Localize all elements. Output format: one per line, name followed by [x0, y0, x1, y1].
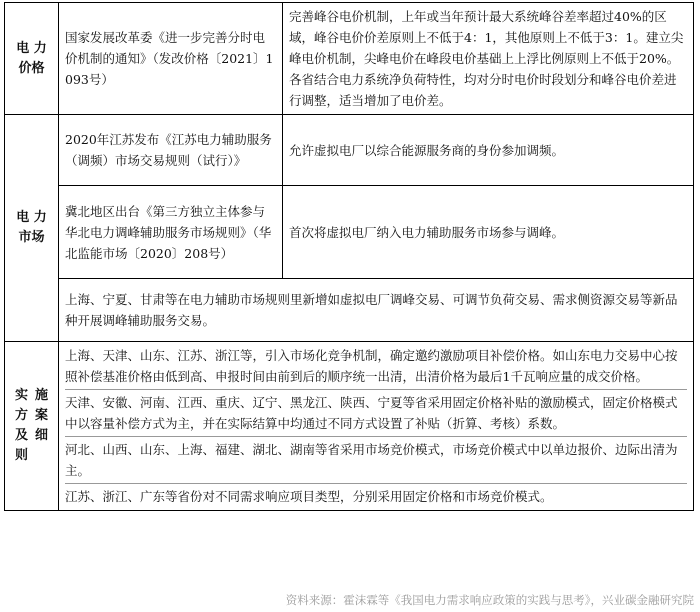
category-price: [5, 3, 59, 115]
effect-cell: [283, 3, 694, 115]
implementation-entry: 上海、天津、山东、江苏、浙江等，引入市场化竞争机制，确定邀约激励项目补偿价格。如山东电力交易中心按照补偿基准价格由低到高、申报时间由前到后的顺序统一出清，出清价格为最后1千瓦响应量的成交价格。: [65, 348, 678, 384]
implementation-cell: [59, 342, 694, 511]
market-summary-text: 上海、宁夏、甘肃等在电力辅助市场规则里新增如虚拟电厂调峰交易、可调节负荷交易、需求侧资源交易等新品种开展调峰辅助服务交易。: [65, 292, 678, 328]
effect-cell: [283, 186, 694, 279]
policy-text: 冀北地区出台《第三方独立主体参与华北电力调峰辅助服务市场规则》（华北监能市场〔2020〕208号）: [65, 203, 272, 261]
effect-text: 首次将虚拟电厂纳入电力辅助服务市场参与调峰。: [289, 224, 565, 240]
category-label: 电 力 价格: [16, 40, 47, 76]
category-market: [5, 115, 59, 342]
table-row: [5, 342, 694, 511]
implementation-entry: 江苏、浙江、广东等省份对不同需求响应项目类型，分别采用固定价格和市场竞价模式。: [65, 483, 687, 507]
table-row: [5, 279, 694, 342]
effect-text: 完善峰谷电价机制，上年或当年预计最大系统峰谷差率超过40%的区域，峰谷电价价差原则上不低于4：1，其他原则上不低于3：1。建立尖峰电价机制，尖峰电价在峰段电价基础上上浮比例原则上不低于20%。: [289, 9, 684, 66]
policy-cell: [59, 115, 283, 186]
policy-cell: [59, 186, 283, 279]
policy-table: [4, 2, 694, 511]
category-col-b: 施案细: [34, 388, 48, 443]
effect-text: 各省结合电力系统净负荷特性，均对分时电价时段划分和峰谷电价差进行调整，适当增加了电价差。: [289, 72, 677, 108]
effect-text: 允许虚拟电厂以综合能源服务商的身份参加调频。: [289, 142, 565, 158]
category-col-a: 实方及则: [14, 388, 28, 463]
table-row: [5, 3, 694, 115]
category-label: 电 力 市场: [16, 210, 47, 245]
category-implementation: [5, 342, 59, 511]
source-note: 资料来源：霍沫霖等《我国电力需求响应政策的实践与思考》，兴业碳金融研究院: [285, 593, 694, 607]
table-row: [5, 186, 694, 279]
effect-cell: [283, 115, 694, 186]
implementation-entry: 河北、山西、山东、上海、福建、湖北、湖南等省采用市场竞价模式，市场竞价模式中以单边报价、边际出清为主。: [65, 436, 687, 481]
market-summary-cell: [59, 279, 694, 342]
table-row: [5, 115, 694, 186]
policy-cell: [59, 3, 283, 115]
policy-text: 2020年江苏发布《江苏电力辅助服务（调频）市场交易规则（试行）》: [65, 132, 272, 168]
implementation-entry: 天津、安徽、河南、江西、重庆、辽宁、黑龙江、陕西、宁夏等省采用固定价格补贴的激励模式，固定价格模式中以容量补偿方式为主，并在实际结算中均通过不同方式设置了补贴（折算、考核）系数。: [65, 389, 687, 434]
category-label: [13, 386, 51, 466]
policy-text: 国家发展改革委《进一步完善分时电价机制的通知》（发改价格〔2021〕1093号）: [65, 30, 274, 87]
